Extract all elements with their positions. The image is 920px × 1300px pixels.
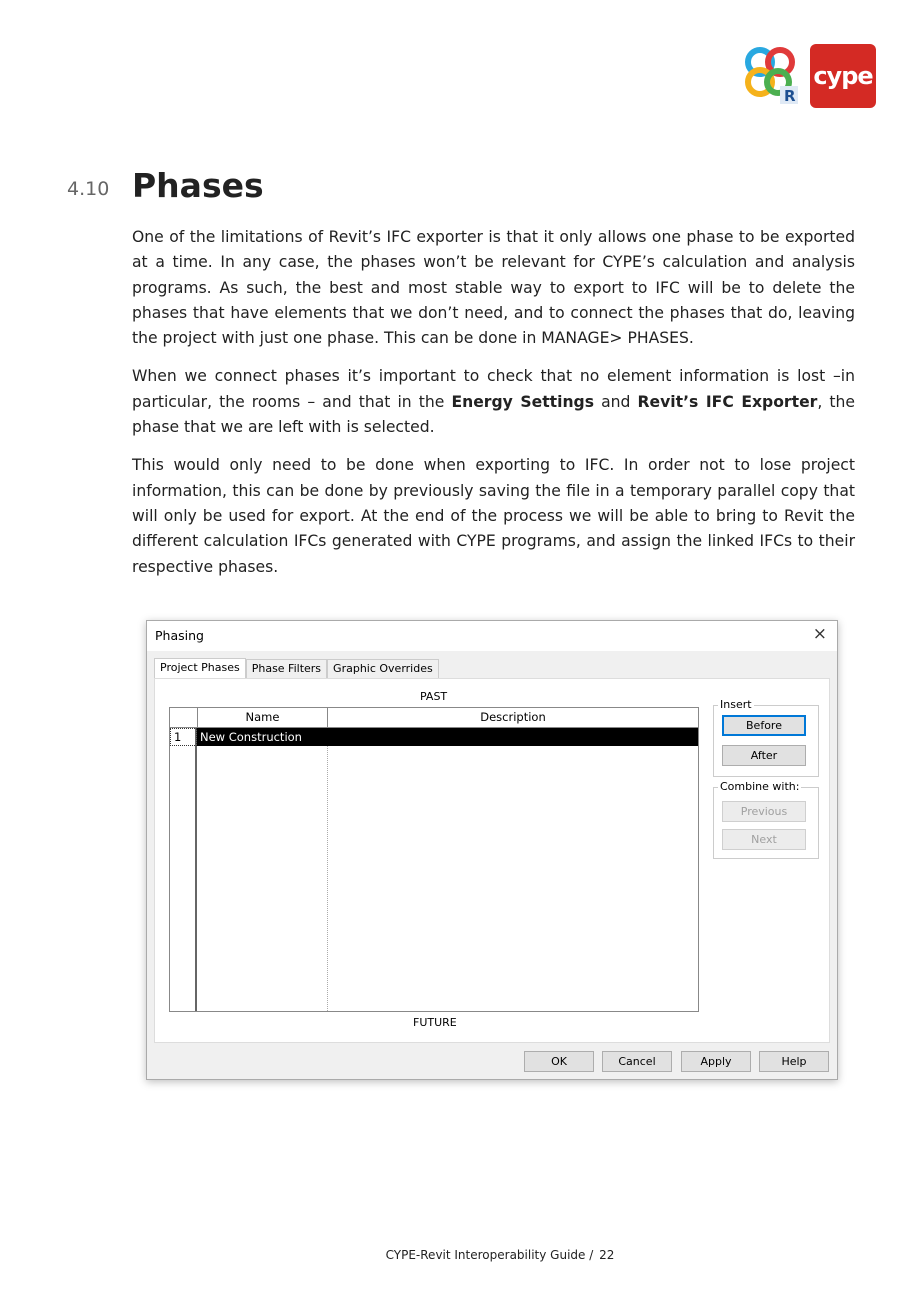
tab-graphic-overrides[interactable]: Graphic Overrides xyxy=(327,659,439,680)
dialog-title: Phasing xyxy=(155,628,204,643)
close-icon[interactable]: × xyxy=(812,624,827,644)
help-button[interactable]: Help xyxy=(759,1051,829,1072)
footer-text: CYPE-Revit Interoperability Guide / xyxy=(385,1248,594,1262)
previous-button[interactable]: Previous xyxy=(722,801,806,822)
svg-text:R: R xyxy=(784,87,796,104)
page-footer xyxy=(0,1248,920,1262)
past-label: PAST xyxy=(420,690,448,703)
insert-label: Insert xyxy=(720,698,752,711)
row-number[interactable]: 1 xyxy=(170,728,197,746)
tab-project-phases[interactable]: Project Phases xyxy=(154,658,246,681)
project-phases-panel xyxy=(154,678,830,1043)
combine-label: Combine with: xyxy=(720,780,800,793)
after-button[interactable]: After xyxy=(722,745,806,766)
name-column xyxy=(197,708,328,1011)
table-row[interactable] xyxy=(197,728,698,746)
section-number: 4.10 xyxy=(67,178,110,200)
phasing-dialog xyxy=(146,620,838,1080)
header-logos xyxy=(740,44,876,108)
section-title: Phases xyxy=(132,166,264,205)
tab-bar xyxy=(154,657,439,680)
column-header-description[interactable]: Description xyxy=(328,708,698,728)
cype-logo: cype xyxy=(810,44,876,108)
page-number: 22 xyxy=(599,1248,615,1262)
future-label: FUTURE xyxy=(413,1016,457,1029)
phase-name[interactable]: New Construction xyxy=(200,730,302,744)
next-button[interactable]: Next xyxy=(722,829,806,850)
combine-group xyxy=(713,780,819,859)
cype-revit-logo xyxy=(740,44,800,104)
apply-button[interactable]: Apply xyxy=(681,1051,751,1072)
title-bar xyxy=(147,621,837,651)
before-button[interactable]: Before xyxy=(722,715,806,736)
corner-cell xyxy=(170,708,197,728)
paragraph: One of the limitations of Revit’s IFC exporter is that it only allows one phase to be exported at a time. In any case, the phases won’t be relevant for CYPE’s calculation and analysis programs. As such, the best and most stable way to export to IFC will be to delete the phases that have elements that we don’t need, and to connect the phases that do, leaving the project with just one phase. This can be done in MANAGE> PHASES. xyxy=(132,228,855,348)
insert-group xyxy=(713,698,819,777)
ok-button[interactable]: OK xyxy=(524,1051,594,1072)
cancel-button[interactable]: Cancel xyxy=(602,1051,672,1072)
phases-table xyxy=(169,707,699,1012)
row-header-column xyxy=(170,708,197,1011)
paragraph: When we connect phases it’s important to check that no element information is lost –in particular, the rooms – and that in the Energy Settings and Revit’s IFC Exporter, the phase that we are left with is selected. xyxy=(132,367,855,437)
body-text xyxy=(132,225,855,593)
column-header-name[interactable]: Name xyxy=(197,708,328,728)
tab-phase-filters[interactable]: Phase Filters xyxy=(246,659,327,680)
paragraph: This would only need to be done when exporting to IFC. In order not to lose project information, this can be done by previously saving the file in a temporary parallel copy that will only be used for export. At the end of the process we will be able to bring to Revit the different calculation IFCs generated with CYPE programs, and assign the linked IFCs to their respective phases. xyxy=(132,456,855,576)
